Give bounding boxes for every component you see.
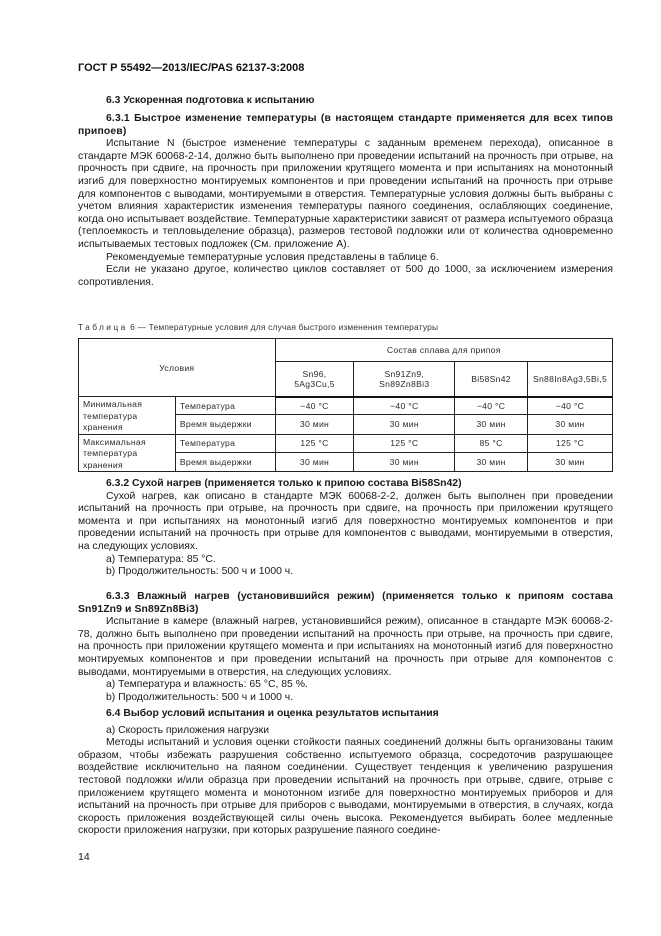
table-cell: 125 °C [354, 434, 455, 453]
subsection-title: 6.3.1 Быстрое изменение температуры (в настоящем стандарте применяется для всех типов припоев) [78, 113, 613, 137]
alloy-header: Sn91Zn9, Sn89Zn8Bi3 [354, 362, 455, 397]
table-caption [78, 322, 438, 332]
conditions-header: Условия [79, 339, 276, 397]
alloy-header: Bi58Sn42 [455, 362, 528, 397]
table-cell: 30 мин [455, 415, 528, 434]
composition-header: Состав сплава для припоя [275, 339, 612, 362]
table-cell: −40 °C [275, 397, 354, 415]
paragraph: Если не указано другое, количество циклов составляет от 500 до 1000, за исключением измерения сопротивления. [78, 264, 613, 288]
paragraph: Методы испытаний и условия оценки стойкости паяных соединений должны быть организованы таким образом, чтобы избежать разрушения собственно испытуемого образца, сосредоточив разрушающее воздействие исключительно на паяном соединении. Существует тенденция к увеличению разрушения тестовой подложки и/или образца при проведении испытаний на прочность при отрыве, сдвиге, отрыве с приложением крутящего момента и монотонном изгибе для поверхностно монтируемых приборов и для испытаний на прочность при отрыве для приборов с выводами, монтируемыми в отверстия, в случаях, когда скорость приложения воздействующей силы очень высока. Рекомендуется выбирать более медленные скорости приложения нагрузки, при которых разрушение паяного соедине- [78, 737, 613, 837]
paragraph: Испытание в камере (влажный нагрев, установившийся режим), описанное в стандарте МЭК 60068-2-78, должно быть выполнено при проведении испытаний на прочность при отрыве, на прочность при сдвиге, на прочность при приложении крутящего момента и при испытаниях на монотонный изгиб для поверхностно монтируемых компонентов и при проведении испытаний на прочность при отрыве для компонентов с выводами, монтируемыми в отверстия, на следующих условиях. [78, 616, 613, 678]
section-title: 6.3 Ускоренная подготовка к испытанию [106, 95, 315, 106]
table-cell: 30 мин [527, 453, 612, 472]
table-cell: 30 мин [354, 453, 455, 472]
table-cell: 125 °C [275, 434, 354, 453]
table-6 [78, 338, 613, 472]
param-label: Температура [175, 434, 275, 453]
table-cell: 30 мин [527, 415, 612, 434]
group-label: Минимальная температура хранения [79, 397, 176, 435]
table-cell: 85 °C [455, 434, 528, 453]
param-label: Температура [175, 397, 275, 415]
table-cell: −40 °C [354, 397, 455, 415]
param-label: Время выдержки [175, 453, 275, 472]
group-label: Максимальная температура хранения [79, 434, 176, 472]
section-6-4 [78, 708, 613, 838]
table-caption-prefix: Таблица [78, 322, 128, 332]
table-cell: 30 мин [455, 453, 528, 472]
section-6-3-3 [78, 591, 613, 704]
subsection-title: 6.3.2 Сухой нагрев (применяется только к припою состава Bi58Sn42) [106, 478, 462, 489]
paragraph: Испытание N (быстрое изменение температуры с заданным временем перехода), описанное в стандарте МЭК 60068-2-14, должно быть выполнено при проведении испытаний на прочность при отрыве, на прочность при сдвиге, на прочность при приложении крутящего момента и при испытаниях на монотонный изгиб для поверхностно монтируемых компонентов и при проведении испытаний на прочность при отрыве для компонентов с выводами, монтируемыми в отверстия. Температурные условия должны быть выбраны с учетом влияния характеристик изменения температуры паяного соединения, ослабляющих соединение, когда оно испытывает воздействие. Температурные характеристики зависят от размера испытуемого образца (теплоемкость и тепловыделение образца), размеров тестовой подложки или от количества одновременно испытываемых тестовых подложек (См. приложение А). [78, 138, 613, 250]
table-caption-text: 6 — Температурные условия для случая быстрого изменения температуры [127, 322, 439, 332]
section-6-3-2 [78, 478, 613, 579]
table-cell: −40 °C [527, 397, 612, 415]
page-number: 14 [78, 851, 90, 863]
param-label: Время выдержки [175, 415, 275, 434]
table-row [79, 434, 613, 453]
list-item: b) Продолжительность: 500 ч и 1000 ч. [106, 566, 294, 578]
paragraph: Рекомендуемые температурные условия представлены в таблице 6. [106, 251, 439, 263]
alloy-header: Sn96, 5Ag3Cu,5 [275, 362, 354, 397]
section-title: 6.4 Выбор условий испытания и оценка результатов испытания [106, 708, 439, 719]
table-cell: 30 мин [275, 453, 354, 472]
list-item: a) Температура и влажность: 65 °C, 85 %. [106, 679, 308, 691]
alloy-header: Sn88In8Ag3,5Bi,5 [527, 362, 612, 397]
document-header: ГОСТ Р 55492—2013/IEC/PAS 62137-3:2008 [78, 62, 305, 74]
paragraph: Сухой нагрев, как описано в стандарте МЭК 60068-2-2, должен быть выполнен при проведении испытаний на прочность при отрыве, на прочность при сдвиге, на прочность при приложении крутящего момента и при испытаниях на монотонный изгиб для поверхностно монтируемых компонентов и при проведении испытаний на прочность при отрыве для компонентов с выводами, монтируемыми в отверстия, на следующих условиях. [78, 490, 613, 552]
subsection-title: 6.3.3 Влажный нагрев (установившийся режим) (применяется только к припоям состава Sn91Zn9 и Sn89Zn8Bi3) [78, 591, 613, 615]
table-cell: −40 °C [455, 397, 528, 415]
list-item: a) Температура: 85 °C. [106, 553, 216, 565]
section-6-3 [78, 95, 613, 108]
section-6-3-1 [78, 113, 613, 289]
list-item: b) Продолжительность: 500 ч и 1000 ч. [106, 691, 294, 703]
table-cell: 125 °C [527, 434, 612, 453]
table-cell: 30 мин [275, 415, 354, 434]
table-cell: 30 мин [354, 415, 455, 434]
table-row [79, 397, 613, 415]
list-item: a) Скорость приложения нагрузки [106, 724, 269, 736]
